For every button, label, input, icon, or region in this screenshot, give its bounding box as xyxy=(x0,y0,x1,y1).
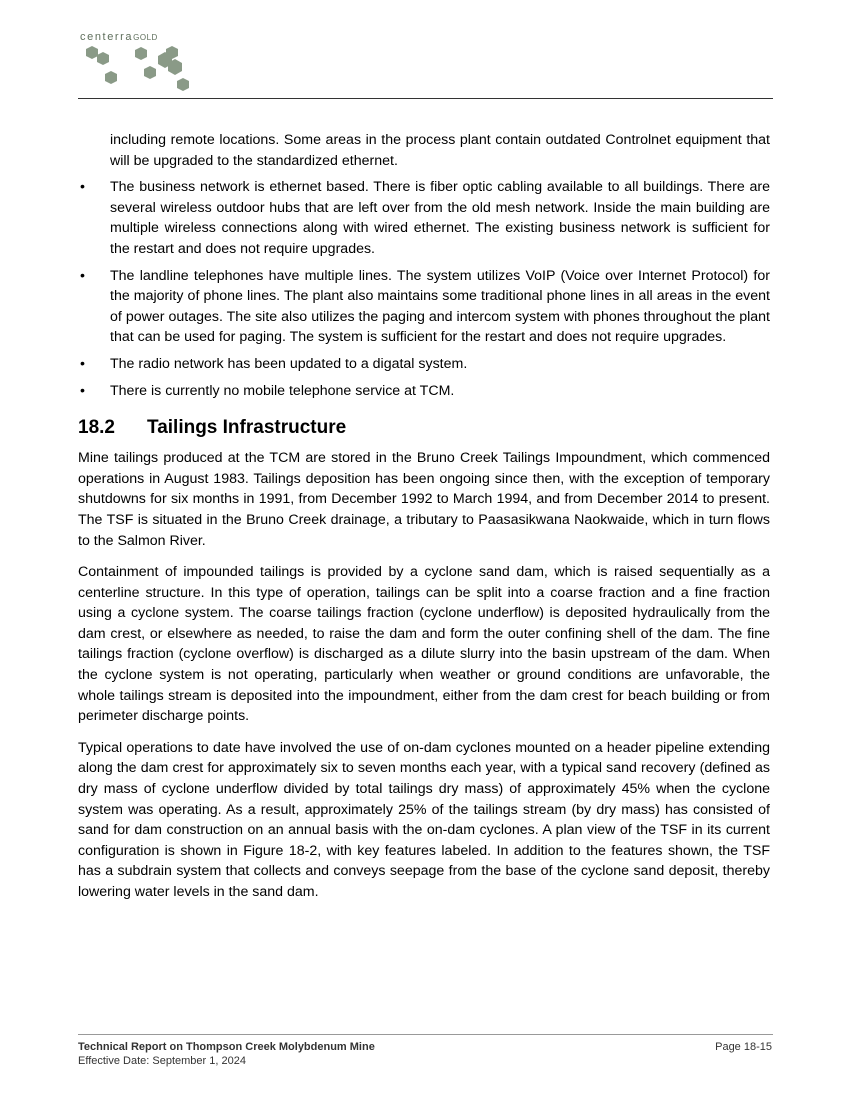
report-title: Technical Report on Thompson Creek Molybdenum Mine xyxy=(78,1041,375,1053)
bullet-icon: • xyxy=(80,355,85,372)
section-title: Tailings Infrastructure xyxy=(147,417,347,439)
bullet-icon: • xyxy=(80,382,85,399)
footer-divider xyxy=(78,1034,773,1035)
bullet-list xyxy=(78,177,770,401)
page-number: Page 18-15 xyxy=(715,1041,772,1053)
section-heading xyxy=(78,415,770,441)
logo-wordmark: centerraGOLD xyxy=(80,31,158,43)
company-logo xyxy=(80,31,158,44)
bullet-icon: • xyxy=(80,267,85,284)
list-item: • There is currently no mobile telephone service at TCM. xyxy=(78,381,770,402)
bullet-icon: • xyxy=(80,179,85,196)
header-divider xyxy=(78,98,773,99)
list-item: • The radio network has been updated to a digatal system. xyxy=(78,354,770,375)
effective-date: Effective Date: September 1, 2024 xyxy=(78,1055,246,1067)
list-item: • The business network is ethernet based. There is fiber optic cabling available to all buildings. There are several wireless outdoor hubs that are left over from the old mesh network. Inside the main building are multiple wireless connections along with wired ethernet. The existing business network is sufficient for the restart and does not require upgrades. xyxy=(80,179,770,257)
footer-info xyxy=(78,1040,375,1068)
continued-bullet-text: including remote locations. Some areas in the process plant contain outdated Controlnet equipment that will be upgraded to the standardized ethernet. xyxy=(110,132,770,169)
paragraph: Mine tailings produced at the TCM are stored in the Bruno Creek Tailings Impoundment, which commenced operations in August 1983. Tailings deposition has been ongoing since then, with the exception of temporary shutdowns for six months in 1991, from December 1992 to March 1994, and from December 2014 to present. The TSF is situated in the Bruno Creek drainage, a tributary to Paasasikwana Naokwaide, which in turn flows to the Salmon River. xyxy=(78,450,770,549)
list-item: • The landline telephones have multiple lines. The system utilizes VoIP (Voice over Internet Protocol) for the majority of phone lines. The plant also maintains some traditional phone lines in all areas in the event of power outages. The site also utilizes the paging and intercom system with phones throughout the plant that can be used for paging. The system is sufficient for the restart and does not require upgrades. xyxy=(80,267,770,346)
paragraph: Containment of impounded tailings is provided by a cyclone sand dam, which is raised sequentially as a centerline structure. In this type of operation, tailings can be split into a coarse fraction and a fine fraction using a cyclone system. The coarse tailings fraction (cyclone underflow) is deposited hydraulically from the dam crest, or elsewhere as needed, to raise the dam and form the outer confining shell of the dam. The fine tailings fraction (cyclone overflow) is discharged as a dilute slurry into the basin upstream of the dam. When the cyclone system is not operating, particularly when weather or ground conditions are unfavorable, the whole tailings stream is deposited into the impoundment, either from the dam crest for beach building or from perimeter discharge points. xyxy=(78,564,770,725)
hexagon-cluster-icon xyxy=(80,43,200,95)
paragraph: Typical operations to date have involved the use of on-dam cyclones mounted on a header pipeline extending along the dam crest for approximately six to seven months each year, with a typical sand recovery (defined as dry mass of cyclone underflow divided by total tailings dry mass) of approximately 45% when the cyclone system was operating. As a result, approximately 25% of the tailings stream (by dry mass) has consisted of sand for dam construction on an annual basis with the on-dam cyclones. A plan view of the TSF in its current configuration is shown in Figure 18-2, with key features labeled. In addition to the features shown, the TSF has a subdrain system that collects and conveys seepage from the base of the cyclone sand deposit, thereby lowering water levels in the sand dam. xyxy=(78,739,770,900)
section-number: 18.2 xyxy=(78,417,115,439)
document-body xyxy=(78,130,770,914)
